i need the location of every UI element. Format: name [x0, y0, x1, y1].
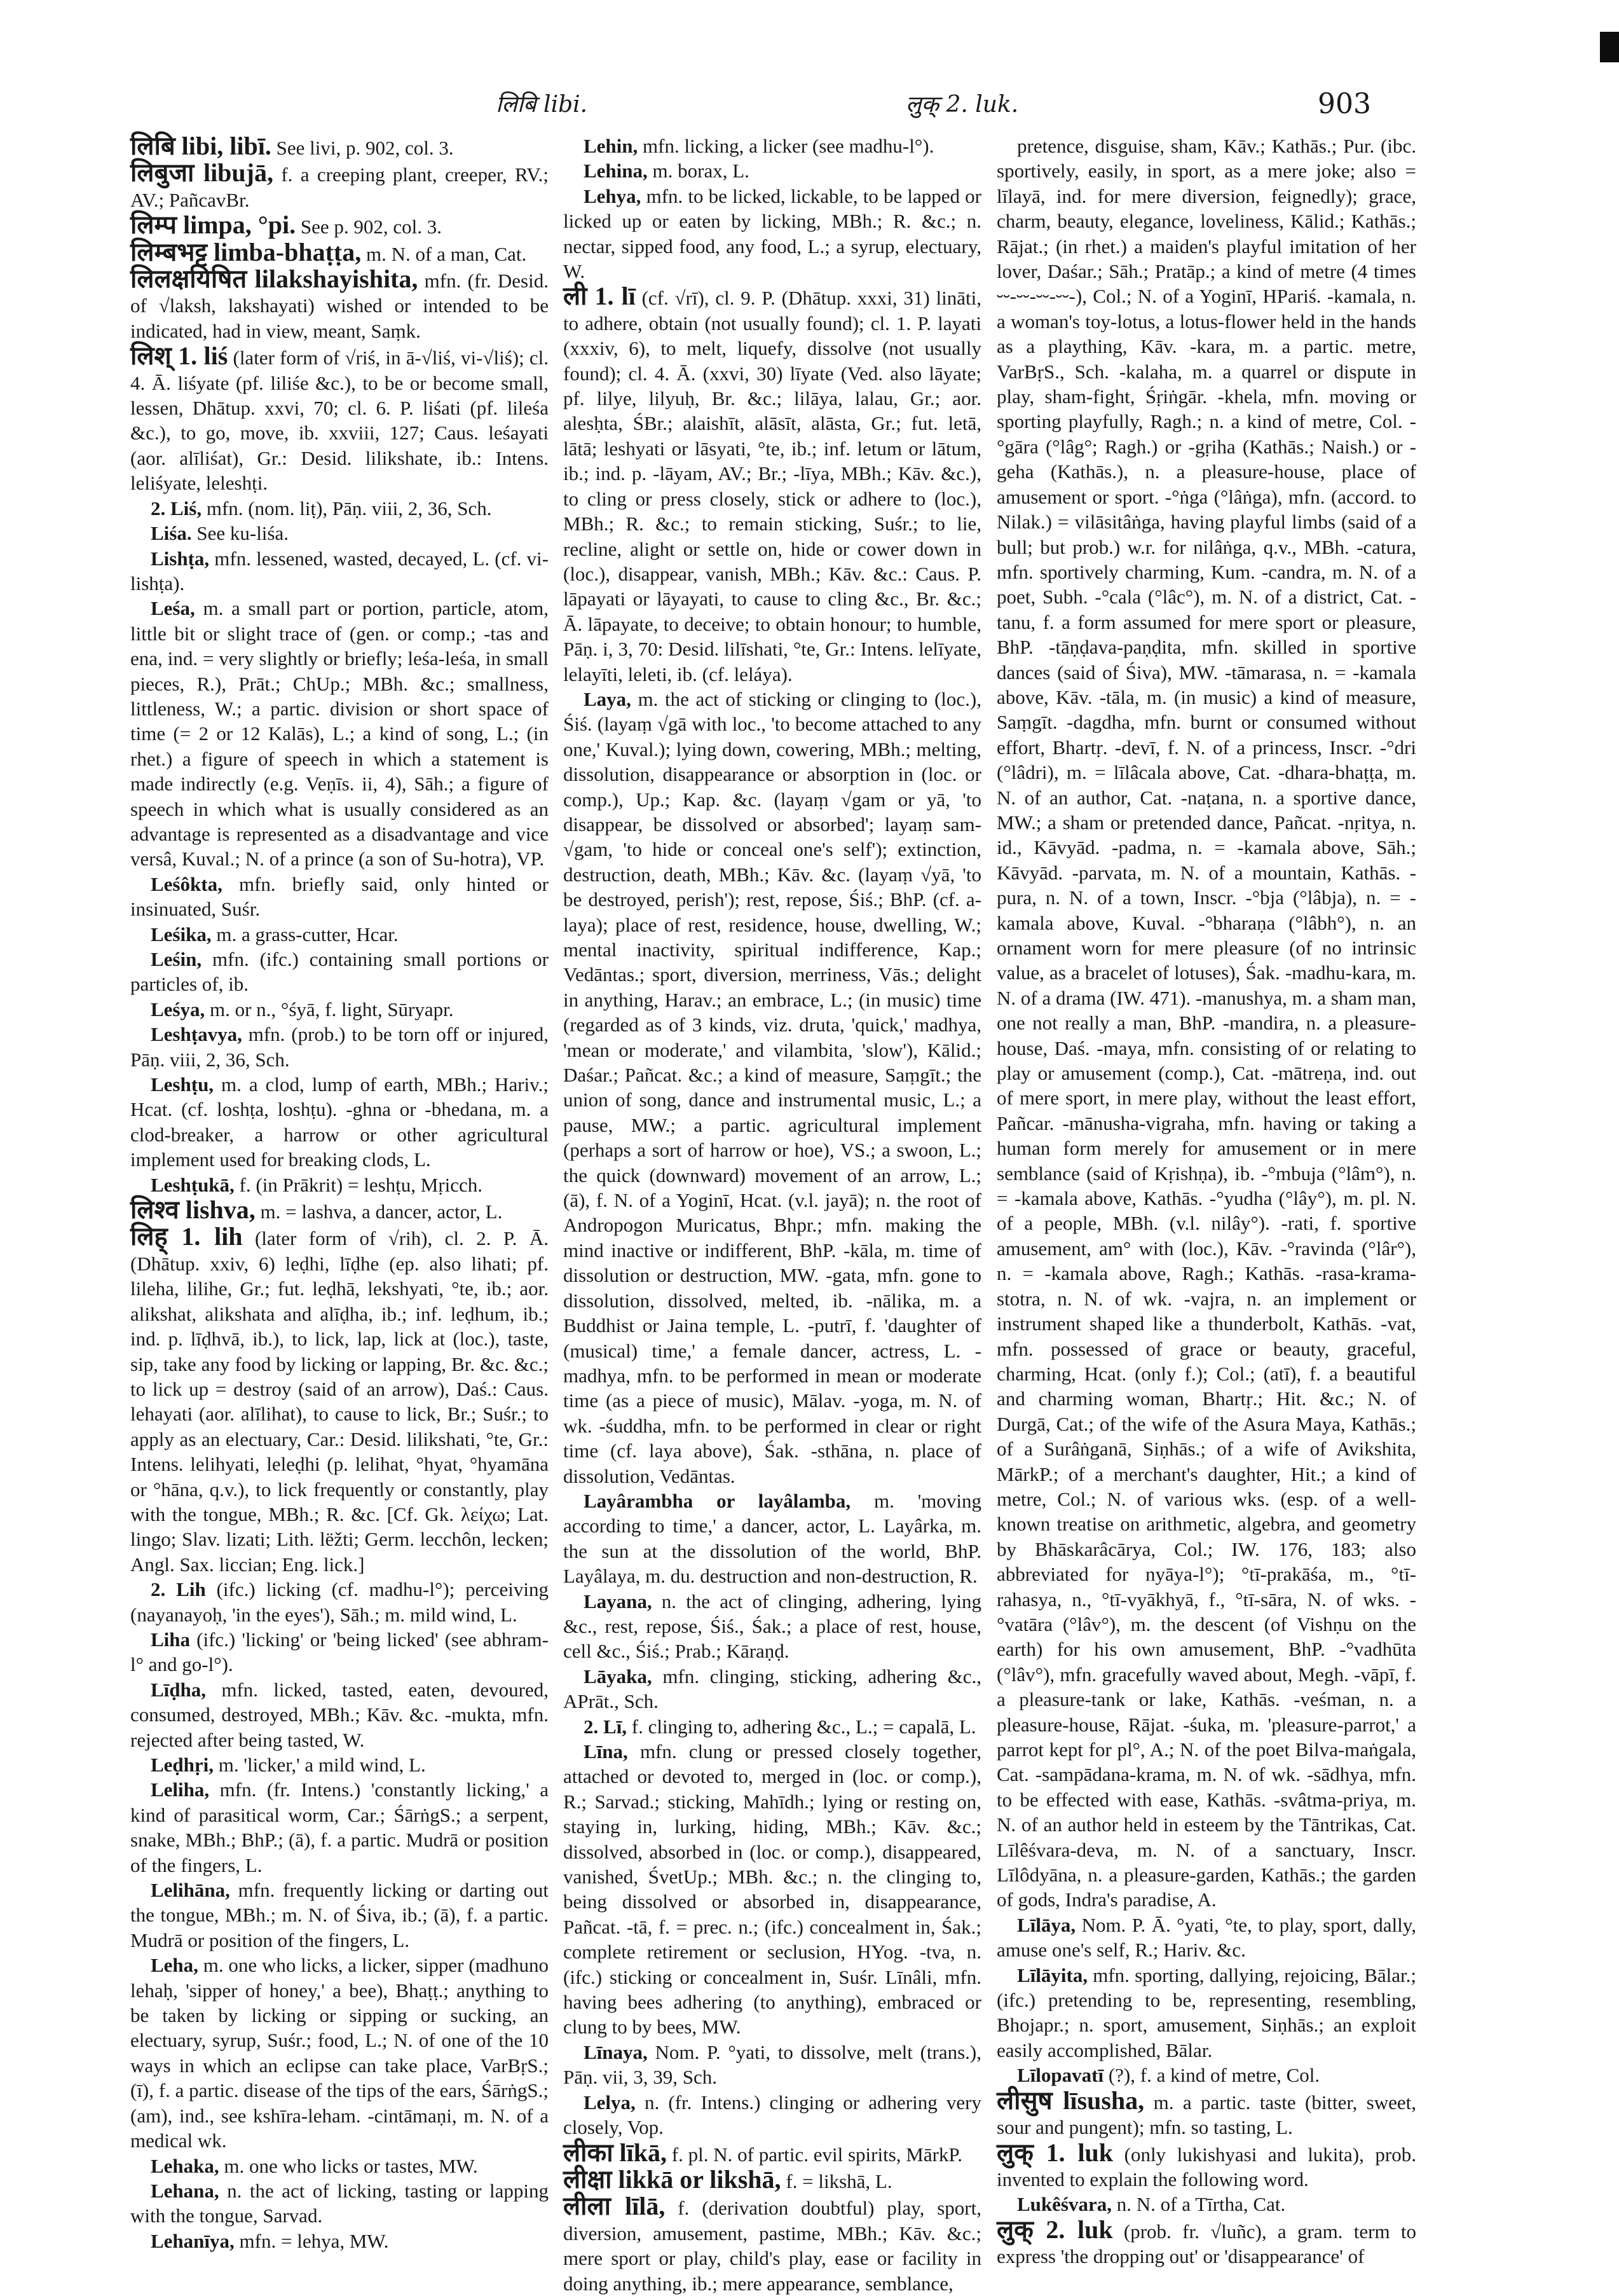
- entry-definition: mfn. clung or pressed closely together, attached or devoted to, merged in (loc. or comp.), R.; Sarvad.; sticking, Mahīdh.; lying or resting on, staying in, lurking, hiding, MBh.; Kāv. &c.; dissolved, absorbed in (loc. or comp.), disappeared, vanished, ŚvetUp.; MBh. &c.; n. the clinging to, being dissolved or absorbed in, disappearance, Pañcat. -tā, f. = prec. n.; (ifc.) concealment in, Śak.; complete retirement or seclusion, HYog. -tva, n. (ifc.) sticking or concealment in, Suśr. Līnâli, mfn. having bees adhering (to anything), embraced or clung to by bees, MW.: [563, 1740, 981, 2038]
- page-number: 903: [1318, 88, 1371, 120]
- entry-definition: mfn. = lehya, MW.: [234, 2229, 389, 2252]
- entry-definition: (prob. fr. √luñc), a gram. term to express 'the dropping out' or 'disappearance' of: [997, 2220, 1416, 2268]
- dictionary-entry: [563, 2140, 981, 2167]
- dictionary-entry: [563, 1664, 981, 1714]
- dictionary-entry: [563, 158, 981, 183]
- dictionary-entry: [563, 2194, 981, 2296]
- dictionary-entry: [130, 1878, 549, 1953]
- dictionary-entry: [997, 134, 1416, 1913]
- entry-definition: m. one who licks, a licker, sipper (madhuno lehaḥ, 'sipper of honey,' a bee), Bhaṭṭ.; anything to be taken by licking or sipping or sucking, an electuary, syrup, Suśr.; food, L.; N. of one of the 10 ways in which an eclipse can take place, VarBṛS.; (ī), f. a partic. disease of the tips of the ears, ŚārṅgS.; (am), ind., see kshīra-leham. -cintāmaṇi, m. N. of a medical wk.: [130, 1954, 549, 2152]
- dictionary-entry: [563, 1488, 981, 1589]
- dictionary-entry: [130, 1953, 549, 2153]
- entry-definition: mfn. briefly said, only hinted or insinuated, Suśr.: [130, 872, 549, 921]
- dictionary-entry: [997, 1963, 1416, 2063]
- dictionary-entry: [997, 2217, 1416, 2269]
- entry-definition: f. (in Prākrit) = leshṭu, Mṛicch.: [234, 1173, 483, 1196]
- dictionary-entry: [130, 872, 549, 922]
- dictionary-entry: [130, 596, 549, 871]
- dictionary-entry: [130, 1577, 549, 1627]
- entry-headword: Līlāyita,: [1017, 1963, 1088, 1986]
- entry-definition: mfn. clinging, sticking, adhering &c., APrāt., Sch.: [563, 1665, 981, 1713]
- dictionary-entry: [130, 212, 549, 239]
- dictionary-entry: [563, 134, 981, 158]
- dictionary-entry: [997, 1913, 1416, 1963]
- entry-definition: mfn. lessened, wasted, decayed, L. (cf. vi-lishṭa).: [130, 547, 549, 595]
- entry-headword: लिम्प limpa, °pi.: [130, 210, 296, 240]
- header-left-guideword: लिबि libi.: [496, 92, 588, 118]
- dictionary-entry: [130, 922, 549, 947]
- dictionary-entry: [130, 546, 549, 596]
- entry-headword: Leha,: [151, 1954, 198, 1977]
- dictionary-entry: [130, 1677, 549, 1752]
- dictionary-entry: [130, 343, 549, 495]
- entry-definition: (cf. √rī), cl. 9. P. (Dhātup. xxxi, 31) lināti, to adhere, obtain (not usually found); cl. 1. P. layati (xxxiv, 6), to melt, liquefy, dissolve (not usually found); cl. 4. Ā. (xxvi, 30) līyate (Ved. also lāyate; pf. lilye, lilyuḥ, Br. &c.; lilāya, lalau, Gr.; aor. alesḥta, ŚBr.; alaishīt, alāsīt, alāsta, Gr.; fut. letā, lātā; leshyati or lāsyati, °te, ib.; inf. letum or lātum, ib.; ind. p. -lāyam, AV.; Br.; -līya, MBh.; Kāv. &c.), to cling or press closely, stick or adhere to (loc.), MBh.; R. &c.; to remain sticking, Suśr.; to lie, recline, alight or settle on, hide or cower down in (loc.), disappear, vanish, MBh.; Kāv. &c.: Caus. P. lāpayati or lāyayati, to cause to cling &c., Br. &c.; Ā. lāpayate, to deceive; to obtain honour; to humble, Pāṇ. i, 3, 70: Desid. lilīshati, °te, Gr.: Intens. lelīyate, lelayīti, leleti, ib. (cf. leláya).: [563, 287, 981, 685]
- dictionary-column-1: [130, 132, 549, 2252]
- entry-headword: Layana,: [584, 1590, 652, 1612]
- entry-headword: Leśya,: [151, 998, 205, 1021]
- dictionary-entry: [130, 2154, 549, 2178]
- entry-headword: लुक् 1. luk: [997, 2138, 1114, 2167]
- dictionary-entry: [130, 1777, 549, 1878]
- entry-definition: n. the act of licking, tasting or lapping with the tongue, Sarvad.: [130, 2179, 549, 2227]
- entry-definition: f. pl. N. of partic. evil spirits, MārkP.: [667, 2143, 962, 2166]
- entry-definition: (ifc.) 'licking' or 'being licked' (see abhram-l° and go-l°).: [130, 1628, 549, 1676]
- entry-headword: Lishṭa,: [151, 547, 210, 570]
- entry-definition: mfn. licking, a licker (see madhu-l°).: [638, 135, 934, 157]
- dictionary-entry: [563, 1714, 981, 1739]
- dictionary-entry: [130, 1197, 549, 1224]
- entry-definition: m. a partic. taste (bitter, sweet, sour and pungent); mfn. so tasting, L.: [997, 2091, 1416, 2139]
- entry-definition: m. borax, L.: [647, 160, 749, 182]
- entry-headword: Līnaya,: [584, 2040, 648, 2063]
- entry-headword: Lehina,: [584, 160, 648, 182]
- dictionary-entry: [997, 2063, 1416, 2087]
- entry-definition: (later form of √rih), cl. 2. P. Ā. (Dhātup. xxiv, 6) leḍhi, līḍhe (ep. also lihati; pf. lileha, lilihe, Gr.; fut. leḍhā, lekshyati, °te, ib.; aor. alikshat, alikshata and alīḍha, ib.; inf. leḍhum, ib.; ind. p. līḍhvā, ib.), to lick, lap, lick at (loc.), taste, sip, take any food by licking or lapping, Br. &c. &c.; to lick up = destroy (said of an arrow), Daś.: Caus. lehayati (aor. alīlihat), to cause to lick, Br.; Suśr.; to apply as an electuary, Car.: Desid. lilikshati, °te, Gr.: Intens. lelihyati, leleḍhi (p. lelihat, °hyat, °hyamāna or °hāna, q.v.), to lick frequently or constantly, play with the tongue, MBh.; R. &c. [Cf. Gk. λείχω; Lat. lingo; Slav. lizati; Lith. lëžti; Germ. lecchôn, lecken; Angl. Sax. liccian; Eng. lick.]: [130, 1227, 549, 1576]
- entry-definition: f. clinging to, adhering &c., L.; = capalā, L.: [627, 1715, 976, 1738]
- dictionary-entry: [130, 237, 549, 266]
- entry-headword: Lāyaka,: [584, 1665, 652, 1688]
- entry-headword: लीक्षा likkā or likshā,: [563, 2164, 781, 2194]
- entry-definition: n. the act of clinging, adhering, lying &c., rest, repose, Śiś., Śak.; a place of rest, house, cell &c., Śiś.; Prab.; Kāraṇḍ.: [563, 1590, 981, 1663]
- dictionary-entry: [130, 1172, 549, 1197]
- dictionary-entry: [563, 184, 981, 284]
- entry-definition: See p. 902, col. 3.: [296, 216, 442, 238]
- dictionary-column-2: [563, 134, 981, 2295]
- entry-headword: लीका līkā,: [563, 2138, 667, 2167]
- entry-definition: n. N. of a Tīrtha, Cat.: [1112, 2193, 1286, 2216]
- dictionary-entry: [130, 160, 549, 212]
- entry-definition: mfn. (nom. liṭ), Pāṇ. viii, 2, 36, Sch.: [202, 497, 492, 519]
- entry-definition: m. a small part or portion, particle, atom, little bit or slight trace of (gen. or comp.; -tas and ena, ind. = very slightly or briefly; leśa-leśa, in small pieces, R.), Prāt.; ChUp.; MBh. &c.; smallness, littleness, W.; a partic. division or short space of time (= 2 or 12 Kalās), L.; a kind of song, L.; (in rhet.) a figure of speech in which a statement is made indirectly (e.g. Veṇīs. ii, 4), Sāh.; a figure of speech in which what is usually considered as an advantage is represented as a disadvantage and vice versâ, Kuval.; N. of a prince (a son of Su-hotra), VP.: [130, 597, 549, 870]
- dictionary-entry: [563, 2090, 981, 2140]
- entry-headword: Leliha,: [151, 1778, 210, 1801]
- dictionary-entry: [563, 2040, 981, 2090]
- entry-headword: Lelya,: [584, 2091, 636, 2114]
- entry-definition: f. (derivation doubtful) play, sport, diversion, amusement, pastime, MBh.; Kāv. &c.; mere sport or play, child's play, ease or facility in doing anything, ib.; mere appearance, semblance,: [563, 2197, 981, 2295]
- dictionary-entry: [997, 2192, 1416, 2217]
- entry-definition: mfn. frequently licking or darting out the tongue, MBh.; m. N. of Śiva, ib.; (ā), f. a partic. Mudrā or position of the fingers, L.: [130, 1879, 549, 1951]
- entry-definition: (?), f. a kind of metre, Col.: [1103, 2064, 1320, 2087]
- entry-headword: 2. Lih: [151, 1578, 206, 1601]
- entry-headword: Liha: [151, 1628, 191, 1651]
- entry-headword: लुक् 2. luk: [997, 2215, 1113, 2244]
- entry-definition: See ku-liśa.: [191, 522, 289, 545]
- entry-headword: लीला līlā,: [563, 2192, 666, 2221]
- entry-headword: Lehaka,: [151, 2154, 219, 2177]
- dictionary-entry: [130, 1752, 549, 1777]
- entry-definition: m. a clod, lump of earth, MBh.; Hariv.; Hcat. (cf. loshṭa, loshṭu). -ghna or -bhedana, m. a clod-breaker, a harrow or other agricultural implement used for breaking clods, L.: [130, 1073, 549, 1171]
- dictionary-entry: [130, 947, 549, 997]
- entry-definition: (later form of √riś, in ā-√liś, vi-√liś); cl. 4. Ā. liśyate (pf. liliśe &c.), to be or become small, lessen, Dhātup. xxvi, 70; cl. 6. P. liśati (pf. lileśa &c.), to go, move, ib. xxviii, 127; Caus. leśayati (aor. alīliśat), Gr.: Desid. lilikshate, ib.: Intens. leliśyate, leleshṭi.: [130, 347, 549, 495]
- entry-headword: Līlopavatī: [1017, 2064, 1104, 2087]
- entry-headword: 2. Lī,: [584, 1715, 627, 1738]
- entry-definition: m. a grass-cutter, Hcar.: [211, 923, 399, 945]
- dictionary-entry: [563, 1739, 981, 2040]
- header-right-guideword: लुक् 2. luk.: [906, 92, 1019, 118]
- page-edge-tab: [1600, 32, 1619, 62]
- entry-definition: See livi, p. 902, col. 3.: [271, 137, 454, 159]
- dictionary-entry: [130, 1627, 549, 1677]
- entry-headword: Liśa.: [151, 522, 192, 545]
- dictionary-entry: [130, 2229, 549, 2253]
- entry-headword: Līna,: [584, 1740, 628, 1763]
- entry-definition: pretence, disguise, sham, Kāv.; Kathās.; Pur. (ibc. sportively, easily, in sport, as a mere joke; also = līlayā, ind. for mere diversion, feignedly); grace, charm, beauty, elegance, loveliness, Kālid.; Kathās.; Rājat.; (in rhet.) a maiden's playful imitation of her lover, Daśar.; Sāh.; Pratāp.; a kind of metre (4 times ⏑⏑-⏑⏑-⏑⏑-⏑⏑-), Col.; N. of a Yoginī, HPariś. -kamala, n. a woman's toy-lotus, a lotus-flower held in the hands as a plaything, Kāv. -kara, m. a partic. metre, VarBṛS., Sch. -kalaha, m. a quarrel or dispute in play, sham-fight, Śṛiṅgār. -khela, mfn. moving or sporting playfully, Ragh.; n. a kind of metre, Col. -°gāra (°lâg°; Ragh.) or -gṛiha (Kathās.; Naish.) or -geha (Kathās.), n. a pleasure-house, place of amusement or sport. -°ṅga (°lâṅga), mfn. (accord. to Nilak.) = vilāsitâṅga, having playful limbs (said of a bull; but prob.) w.r. for nilâṅga, q.v., MBh. -catura, mfn. sportively charming, Kum. -candra, m. N. of a poet, Subh. -°cala (°lâc°), m. N. of a district, Cat. -tanu, f. a form assumed for mere sport or pleasure, BhP. -tāṇḍava-paṇḍita, mfn. skilled in sportive dances (said of Śiva), MW. -tāmarasa, n. = -kamala above, Kāv. -tāla, m. (in music) a kind of measure, Saṃgīt. -dagdha, mfn. burnt or consumed without effort, Bhartṛ. -devī, f. N. of a princess, Inscr. -°dri (°lâdri), m. = līlâcala above, Cat. -dhara-bhaṭṭa, m. N. of an author, Cat. -naṭana, n. a sportive dance, MW.; a sham or pretended dance, Pañcat. -nṛitya, n. id., Kāvyād. -padma, n. = -kamala above, Sāh.; Kāvyād. -parvata, m. N. of a mountain, Kathās. -pura, n. N. of a town, Inscr. -°bja (°lâbja), n. = -kamala above, Kuval. -°bharaṇa (°lâbh°), n. an ornament worn for mere pleasure (of no intrinsic value, as a bracelet of lotuses), Śak. -madhu-kara, m. N. of a drama (IW. 471). -manushya, m. a sham man, one not really a man, BhP. -mandira, n. a pleasure-house, Daś. -maya, mfn. consisting of or relating to play or amusement (comp.), Cat. -mātreṇa, ind. out of mere sport, in mere play, without the least effort, Pañcar. -mānusha-vigraha, mfn. having or taking a human form merely for amusement or in mere semblance (said of Kṛishṇa), ib. -°mbuja (°lâm°), n. = -kamala above, Kathās. -°yudha (°lây°), m. pl. N. of a people, MBh. (v.l. nilây°). -rati, f. sportive amusement, am° with (loc.), Kāv. -°ravinda (°lâr°), n. = -kamala above, Ragh.; Kathās. -rasa-krama-stotra, n. N. of wk. -vajra, n. an implement or instrument shaped like a thunderbolt, Kathās. -vat, mfn. possessed of grace or beauty, graceful, charming, Hcat. (only f.); Col.; (atī), f. a beautiful and charming woman, Bhartṛ.; Hit. &c.; N. of Durgā, Cat.; of the wife of the Asura Maya, Kathās.; of a Surâṅganā, Siṇhās.; of a wife of Avikshita, MārkP.; of a merchant's daughter, Hit.; a kind of metre, Col.; N. of various wks. (esp. of a well-known treatise on arithmetic, algebra, and geometry by Bhāskarâcārya, Col.; IW. 176, 183; also abbreviated for nyāya-l°); °tī-prakāśa, m., °tī-rahasya, n., °tī-vyākhyā, f., °tī-sāra, N. of wks. -°vatāra (°lâv°), m. the descent (of Vishṇu on the earth) for his own amusement, BhP. -°vadhūta (°lâv°), mfn. gracefully waved about, Megh. -vāpī, f. a pleasure-tank or lake, Kathās. -veśman, n. a pleasure-house, Rājat. -śuka, m. 'pleasure-parrot,' a parrot kept for pl°, A.; N. of the poet Bilva-maṅgala, Cat. -sampādana-krama, m. N. of wk. -sādhya, mfn. to be effected with ease, Kathās. -svâtma-priya, m. N. of an author held in esteem by the Tāntrikas, Cat. Līlêśvara-deva, m. N. of a sanctuary, Inscr. Līlôdyāna, n. a pleasure-garden, Kathās.; the garden of gods, Indra's paradise, A.: [997, 135, 1417, 1911]
- entry-headword: Leshṭukā,: [151, 1173, 235, 1196]
- entry-headword: Laya,: [584, 687, 631, 710]
- entry-definition: m. the act of sticking or clinging to (loc.), Śiś. (layaṃ √gā with loc., 'to become attached to any one,' Kuval.); lying down, cowering, MBh.; melting, dissolution, disappearance or absorption in (loc. or comp.), Up.; Kap. &c. (layaṃ √gam or yā, 'to disappear, be dissolved or absorbed'; layaṃ sam-√gam, 'to hide or conceal one's self'); extinction, destruction, death, MBh.; Kāv. &c. (layaṃ √yā, 'to be destroyed, perish'); rest, repose, Śiś.; BhP. (cf. a-laya); place of rest, residence, house, dwelling, W.; mental inactivity, spiritual indifference, Kap.; Vedāntas.; sport, diversion, merriness, Vās.; delight in anything, Harav.; an embrace, L.; (in music) time (regarded as of 3 kinds, viz. druta, 'quick,' madhya, 'mean or moderate,' and vilambita, 'slow'), Kālid.; Daśar.; Pañcat. &c.; a kind of measure, Saṃgīt.; the union of song, dance and instrumental music, L.; a pause, MW.; a partic. agricultural implement (perhaps a sort of harrow or hoe), VS.; a swoon, L.; the quick (downward) movement of an arrow, L.; (ā), f. N. of a Yoginī, Hcat. (v.l. jayā); n. the root of Andropogon Muricatus, Bhpr.; mfn. making the mind inactive or indifferent, BhP. -kāla, m. time of dissolution or destruction, MW. -gata, mfn. gone to dissolution, dissolved, melted, ib. -nālika, m. a Buddhist or Jaina temple, L. -putrī, f. 'daughter of (musical) time,' a female dancer, actress, L. -madhya, mfn. to be performed in mean or moderate time (as a piece of music), Mālav. -yoga, m. N. of wk. -śuddha, mfn. to be performed in clear or right time (cf. laya above), Śak. -sthāna, n. place of dissolution, Vedāntas.: [563, 687, 981, 1487]
- dictionary-entry: [130, 1022, 549, 1072]
- page-header: [0, 88, 1619, 126]
- entry-definition: mfn. licked, tasted, eaten, devoured, consumed, destroyed, MBh.; Kāv. &c. -mukta, mfn. rejected after being tasted, W.: [130, 1678, 549, 1751]
- entry-definition: m. one who licks or tastes, MW.: [219, 2154, 478, 2177]
- dictionary-entry: [130, 1224, 549, 1577]
- entry-headword: Līlāya,: [1017, 1913, 1076, 1936]
- entry-definition: (ifc.) licking (cf. madhu-l°); perceiving (nayanayoḥ, 'in the eyes'), Sāh.; m. mild wind, L.: [130, 1578, 549, 1626]
- entry-definition: Nom. P. °yati, to dissolve, melt (trans.), Pāṇ. vii, 3, 39, Sch.: [563, 2040, 981, 2089]
- entry-definition: f. a creeping plant, creeper, RV.; AV.; PañcavBr.: [130, 163, 549, 211]
- entry-definition: mfn. (fr. Intens.) 'constantly licking,' a kind of parasitical worm, Car.; ŚārṅgS.; a serpent, snake, MBh.; BhP.; (ā), f. a partic. Mudrā or position of the fingers, L.: [130, 1778, 549, 1876]
- entry-headword: Lehin,: [584, 135, 638, 157]
- entry-headword: Leḍhṛi,: [151, 1754, 214, 1776]
- entry-headword: लिश्व lishva,: [130, 1195, 256, 1225]
- dictionary-entry: [997, 2140, 1416, 2192]
- dictionary-column-3: [997, 134, 1417, 2268]
- entry-headword: Leśa,: [151, 597, 195, 620]
- entry-definition: mfn. (ifc.) containing small portions or particles of, ib.: [130, 948, 549, 996]
- entry-headword: लिबुजा libujā,: [130, 158, 273, 188]
- dictionary-entry: [130, 997, 549, 1022]
- entry-definition: f. = likshā, L.: [781, 2169, 892, 2192]
- dictionary-entry: [130, 266, 549, 343]
- dictionary-entry: [997, 2088, 1416, 2140]
- entry-definition: m. N. of a man, Cat.: [361, 242, 527, 265]
- dictionary-entry: [130, 521, 549, 546]
- entry-headword: Lehana,: [151, 2179, 219, 2202]
- entry-headword: Līḍha,: [151, 1678, 207, 1701]
- entry-definition: mfn. sporting, dallying, rejoicing, Bālar.; (ifc.) pretending to be, representing, resembling, Bhojapr.; n. sport, amusement, Siṇhās.; an exploit easily accomplished, Bālar.: [997, 1963, 1416, 2061]
- entry-headword: लिलक्षयिषित lilakshayishita,: [130, 265, 418, 294]
- entry-headword: लिबि libi, libī.: [130, 132, 271, 160]
- entry-headword: Lukêśvara,: [1017, 2193, 1112, 2216]
- dictionary-entry: [130, 134, 549, 160]
- entry-headword: लीसुष līsusha,: [997, 2086, 1145, 2115]
- entry-headword: लिह् 1. lih: [130, 1222, 243, 1251]
- entry-definition: n. (fr. Intens.) clinging or adhering very closely, Vop.: [563, 2091, 981, 2139]
- dictionary-entry: [563, 1589, 981, 1664]
- entry-definition: mfn. to be licked, lickable, to be lapped or licked up or eaten by licking, MBh.; R. &c.; n. nectar, sipped food, any food, L.; a syrup, electuary, W.: [563, 184, 981, 283]
- entry-headword: Leśika,: [151, 923, 212, 945]
- entry-definition: mfn. (fr. Desid. of √laksh, lakshayati) wished or intended to be indicated, had in view, meant, Saṃk.: [130, 270, 549, 342]
- dictionary-entry: [130, 2178, 549, 2229]
- entry-headword: Leśin,: [151, 948, 202, 970]
- entry-headword: ली 1. lī: [563, 282, 636, 311]
- entry-definition: m. 'licker,' a mild wind, L.: [214, 1754, 426, 1776]
- entry-headword: लिम्बभट्ट limba-bhaṭṭa,: [130, 237, 362, 266]
- entry-headword: Lelihāna,: [151, 1879, 230, 1902]
- entry-definition: (only lukishyasi and lukita), prob. invented to explain the following word.: [997, 2143, 1416, 2190]
- entry-headword: Layârambha or layâlamba,: [584, 1489, 851, 1512]
- entry-headword: 2. Liś,: [151, 497, 202, 519]
- entry-headword: Lehanīya,: [151, 2229, 235, 2252]
- dictionary-entry: [563, 687, 981, 1488]
- entry-definition: m. 'moving according to time,' a dancer, actor, L. Layârka, m. the sun at the dissolution of the world, BhP. Layâlaya, m. du. destruction and non-destruction, R.: [563, 1489, 981, 1588]
- entry-headword: लिश् 1. liś: [130, 341, 228, 371]
- entry-headword: Lehya,: [584, 184, 641, 207]
- dictionary-entry: [563, 2164, 981, 2194]
- dictionary-entry: [130, 496, 549, 521]
- dictionary-entry: [563, 284, 981, 687]
- entry-headword: Leshṭu,: [151, 1073, 214, 1096]
- entry-headword: Leshṭavya,: [151, 1023, 242, 1046]
- entry-definition: m. or n., °śyā, f. light, Sūryapr.: [205, 998, 454, 1021]
- dictionary-entry: [130, 1072, 549, 1172]
- entry-headword: Leśôkta,: [151, 872, 222, 895]
- entry-definition: Nom. P. Ā. °yati, °te, to play, sport, dally, amuse one's self, R.; Hariv. &c.: [997, 1913, 1416, 1962]
- entry-definition: m. = lashva, a dancer, actor, L.: [255, 1200, 503, 1223]
- entry-definition: mfn. (prob.) to be torn off or injured, Pāṇ. viii, 2, 36, Sch.: [130, 1023, 549, 1071]
